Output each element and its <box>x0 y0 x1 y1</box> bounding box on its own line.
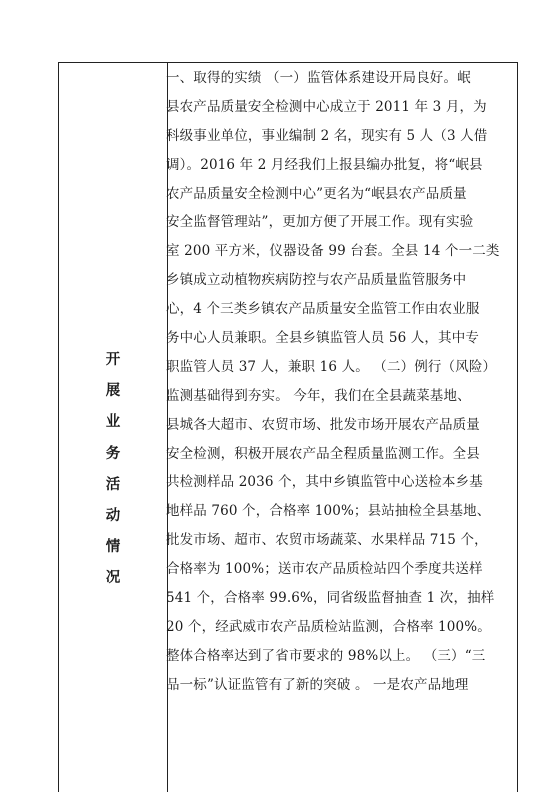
text-line: 整体合格率达到了省市要求的 98%以上。 （三）“三 <box>166 647 486 664</box>
text-line: 务中心人员兼职。全县乡镇监管人员 56 人，其中专 <box>166 330 480 347</box>
text-line: 共检测样品 2036 个，其中乡镇监管中心送检本乡基 <box>166 474 483 491</box>
section-label-char: 开 <box>105 351 121 368</box>
text-line: 合格率为 100%；送市农产品质检站四个季度共送样 <box>166 561 483 578</box>
text-line: 安全检测，积极开展农产品全程质量监测工作。全县 <box>166 445 480 462</box>
text-line: 室 200 平方米，仪器设备 99 台套。全县 14 个一二类 <box>166 243 500 260</box>
text-line: 20 个，经武威市农产品质检站监测，合格率 100%。 <box>166 618 491 635</box>
text-line: 安全监督管理站”，更加方便了开展工作。现有实验 <box>166 214 474 231</box>
section-label-char: 况 <box>105 569 121 587</box>
text-line: 一、取得的实绩 （一）监管体系建设开局良好。岷 <box>166 70 471 86</box>
text-line: 职监管人员 37 人，兼职 16 人。 （二）例行（风险） <box>166 358 497 375</box>
section-label-char: 动 <box>105 507 121 525</box>
text-line: 批发市场、超市、农贸市场蔬菜、水果样品 715 个， <box>166 532 488 549</box>
text-line: 科级事业单位，事业编制 2 名，现实有 5 人（3 人借 <box>166 127 488 144</box>
text-line: 县城各大超市、农贸市场、批发市场开展农产品质量 <box>166 416 480 433</box>
text-line: 乡镇成立动植物疾病防控与农产品质量监管服务中 <box>166 272 467 289</box>
section-label-char: 展 <box>105 382 121 400</box>
text-line: 地样品 760 个，合格率 100%；县站抽检全县基地、 <box>166 503 491 520</box>
text-line: 调）。2016 年 2 月经我们上报县编办批复，将“岷县 <box>166 156 483 173</box>
section-label-cell <box>59 63 167 792</box>
section-label-char: 务 <box>105 444 121 462</box>
text-line: 监测基础得到夯实。 今年，我们在全县蔬菜基地、 <box>166 387 471 404</box>
text-line: 品一标”认证监管有了新的突破 。 一是农产品地理 <box>166 676 469 693</box>
body-text <box>166 64 506 700</box>
section-label <box>103 344 123 594</box>
section-label-char: 情 <box>105 538 121 556</box>
text-line: 农产品质量安全检测中心”更名为“岷县农产品质量 <box>166 185 467 202</box>
text-line: 县农产品质量安全检测中心成立于 2011 年 3 月，为 <box>166 98 487 115</box>
text-line: 541 个，合格率 99.6%，同省级监督抽查 1 次，抽样 <box>166 590 495 607</box>
text-line: 心，4 个三类乡镇农产品质量安全监管工作由农业服 <box>166 301 480 318</box>
section-label-char: 业 <box>105 413 121 431</box>
section-label-char: 活 <box>105 475 121 493</box>
